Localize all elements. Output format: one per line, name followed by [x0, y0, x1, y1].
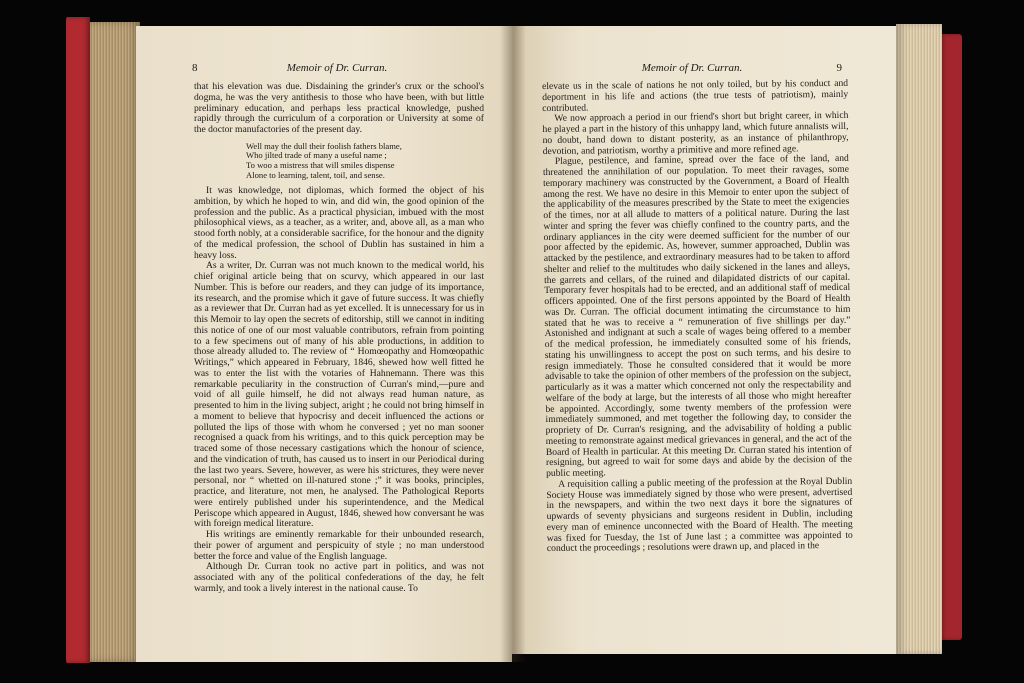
- paragraph: His writings are eminently remarkable for their unbounded research, their power of argument and perspicuity of style ; no man understood better the force and value of the English language.: [194, 529, 484, 562]
- page-edges-left: [90, 22, 140, 662]
- verse-line: Well may the dull their foolish fathers blame,: [246, 140, 402, 151]
- book-gutter: [500, 26, 526, 662]
- right-page-number: 9: [836, 62, 842, 74]
- page-edges-right: [896, 24, 942, 654]
- paragraph: It was knowledge, not diplomas, which formed the object of his ambition, by which he hoped to win, and did win, the good opinion of the profession and the public. As a practical physician, imbued with the most philosophical views, as a teacher, as a writer, and, above all, as a man who stood forth nobly, at a considerable sacrifice, for the honour and the dignity of the medical profession, the school of Dublin has sustained in him a heavy loss.: [194, 185, 484, 261]
- right-running-head: Memoir of Dr. Curran.: [641, 62, 743, 74]
- left-page: [136, 26, 512, 662]
- verse-quote: [246, 142, 484, 180]
- verse-line: Who jilted trade of many a useful name ;: [246, 150, 387, 161]
- paragraph: Plague, pestilence, and famine, spread over the face of the land, and threatened the annihilation of our population. To meet their ravages, some temporary machinery was constructed by the Government, a Board of Health among the rest. We have no desire in this Memoir to enter upon the subject of the applicability of the measures prescribed by the State to meet the exigencies of the times, nor at all allude to matters of a political nature. During the last winter and spring the fever was chiefly confined to the country parts, and the ordinary appliances in the city were deemed sufficient for the number of our poor affected by the epidemic. As, however, summer approached, Dublin was attacked by the pestilence, and extraordinary measures had to be taken to afford shelter and relief to the multitudes who daily sickened in the lanes and alleys, the garrets and cellars, of the ruined and dilapidated districts of our capital. Temporary fever hospitals had to be erected, and an additional staff of medical officers appointed. One of the first persons appointed by the Board of Health was Dr. Curran. The official document intimating the circumstance to him stated that he was to receive a “ remuneration of five shillings per day.” Astonished and indignant at such a scale of wages being offered to a member of the medical profession, he immediately consulted some of his friends, stating his unwillingness to accept the post on such terms, and his desire to resign immediately. Those he consulted considered that it would be more advisable to take the opinion of other members of the profession on the subject, particularly as it was a matter which concerned not only the respectability and welfare of the body at large, but the interests of all those who might hereafter be appointed. Accordingly, some twenty members of the profession were immediately summoned, and met together the following day, to consider the propriety of Dr. Curran's resigning, and the advisability of holding a public meeting to remonstrate against medical grievances in general, and the act of the Board of Health in particular. At this meeting Dr. Curran stated his intention of resigning, but agreed to wait for some days and abide by the decision of the public meeting.: [542, 153, 853, 479]
- paragraph: that his elevation was due. Disdaining the grinder's crux or the school's dogma, he was the very antithesis to those who have been, with but little preliminary education, and perhaps less practical knowledge, pushed rapidly through the curriculum of a corporation or University at some of the doctor manufactories of the present day.: [194, 81, 484, 135]
- verse-line: To woo a mistress that will smiles dispense: [246, 159, 395, 170]
- left-page-number: 8: [192, 62, 198, 74]
- right-page-body: [542, 79, 853, 555]
- book-cover-left: [66, 17, 90, 663]
- paragraph: We now approach a period in our friend's short but bright career, in which he played a part in the history of this unhappy land, which future annalists will, no doubt, hand down to distant posterity, as an instance of philanthropy, devotion, and patriotism, worthy a primitive and more refined age.: [542, 110, 849, 157]
- right-page: [512, 26, 896, 654]
- book-cover-right: [940, 34, 962, 640]
- left-running-head: Memoir of Dr. Curran.: [286, 62, 388, 74]
- paragraph: As a writer, Dr. Curran was not much known to the medical world, his chief original article being that on scurvy, which appeared in our last Number. This is before our readers, and they can judge of its importance, its research, and the promise which it gave of future success. It was chiefly as a reviewer that Dr. Curran had as yet excelled. It is unnecessary for us in this Memoir to lay open the secrets of editorship, still we cannot in inditing this notice of one of our most valuable contributors, refrain from pointing to a few specimens out of many of his able productions, in addition to those already alluded to. The review of “ Homœopathy and Homœopathic Writings,” which appeared in February, 1846, shewed how well fitted he was to enter the list with the votaries of Hahnemann. There was this remarkable peculiarity in the construction of Curran's mind,—pure and void of all guile himself, he did not always read human nature, as presented to him in the living subject, aright ; he could not bring himself in a moment to believe that hypocrisy and deceit influenced the actions or polluted the lips of those with whom he conversed ; yet no man sooner recognised a quack from his writings, and to this quick perception may be traced some of those necessary castigations which the honour of science, and the vindication of truth, has caused us to insert in our Periodical during the last two years. Severe, however, as were his strictures, they were never personal, nor “ whetted on ill-natured stone ;” it was books, principles, practice, and literature, not men, he analysed. The Pathological Reports were entirely published under his superintendence, and the Medical Periscope which appeared in August, 1846, shewed how conversant he was with foreign medical literature.: [194, 260, 484, 530]
- paragraph: Although Dr. Curran took no active part in politics, and was not associated with any of the political confederations of the day, he felt warmly, and took a lively interest in the national cause. To: [194, 561, 484, 594]
- verse-line: Alone to learning, talent, toil, and sense.: [246, 169, 385, 180]
- left-page-body: [194, 82, 484, 595]
- paragraph: A requisition calling a public meeting of the profession at the Royal Dublin Society House was immediately signed by those who were present, advertised in the newspapers, and within the two next days it bore the signatures of upwards of seventy physicians and surgeons resident in Dublin, including every man of eminence unconnected with the Board of Health. The meeting was fixed for Tuesday, the 1st of June last ; a committee was appointed to conduct the proceedings ; resolutions were drawn up, and placed in the: [546, 475, 853, 555]
- paragraph: elevate us in the scale of nations he not only toiled, but by his conduct and deportment in his life and actions (the true tests of patriotism), mainly contributed.: [541, 77, 849, 114]
